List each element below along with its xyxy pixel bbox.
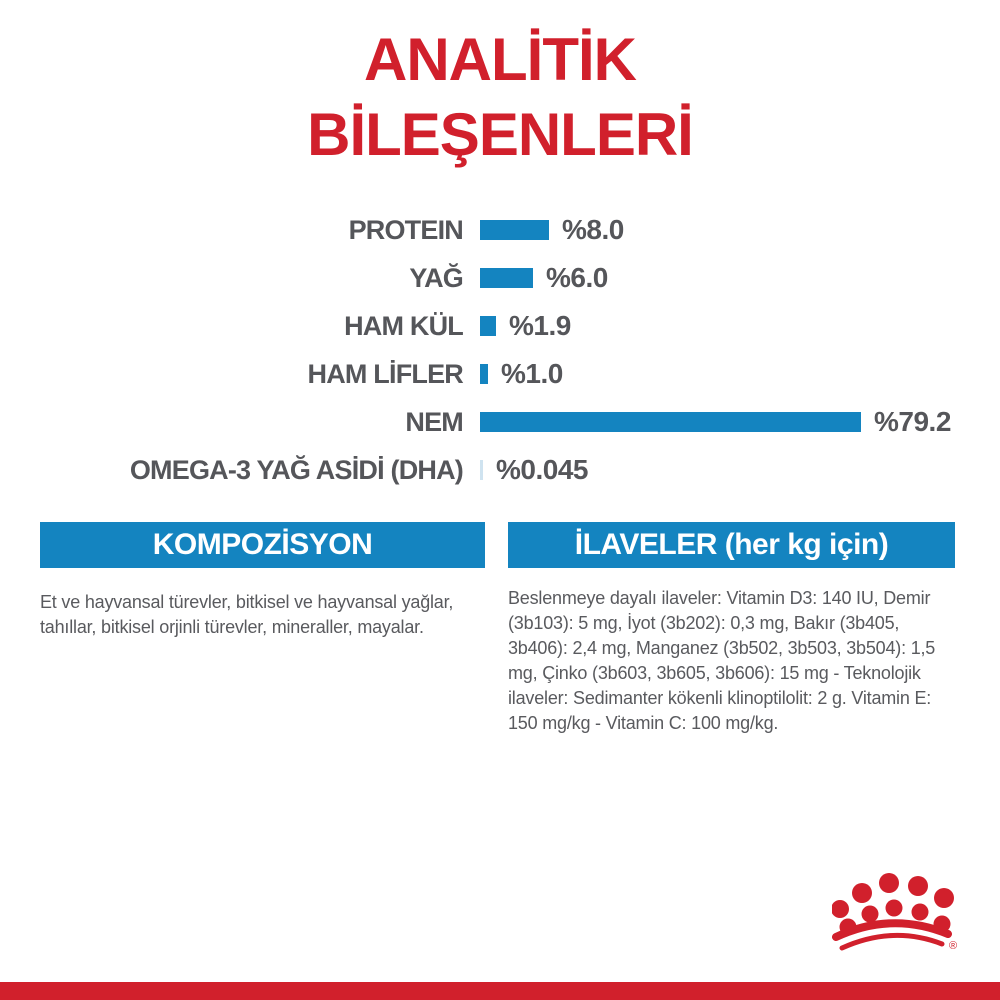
- bar: [480, 460, 483, 480]
- additives-body: Beslenmeye dayalı ilaveler: Vitamin D3: 140 IU, Demir (3b103): 5 mg, İyot (3b202): 0,3 mg, Bakır (3b405, 3b406): 2,4 mg, Manganez (3b502, 3b503, 3b504): 1,5 mg, Çinko (3b603, 3b605, 3b606): 15 mg - Teknolojik ilaveler: Sedimanter kökenli klinoptilolit: 2 g. Vitamin E: 150 mg/kg - Vitamin C: 100 mg/kg.: [508, 588, 936, 733]
- chart-row: [0, 446, 1000, 494]
- bar-label: NEM: [405, 406, 463, 437]
- page-title-line1: ANALİTİK: [364, 26, 636, 93]
- bar-value: %8.0: [562, 214, 624, 245]
- chart-row: [0, 302, 1000, 350]
- additives-header: İLAVELER (her kg için): [508, 522, 955, 568]
- page-title-line2: BİLEŞENLERİ: [307, 101, 693, 168]
- chart-row: [0, 350, 1000, 398]
- bar-label: YAĞ: [409, 262, 463, 293]
- bar-value: %0.045: [496, 454, 588, 485]
- bar-value: %6.0: [546, 262, 608, 293]
- analytical-chart: [0, 206, 1000, 494]
- bar: [480, 316, 496, 336]
- bar-label: OMEGA-3 YAĞ ASİDİ (DHA): [129, 454, 463, 485]
- bar: [480, 268, 533, 288]
- registered-mark: ®: [949, 940, 958, 952]
- bar: [480, 364, 488, 384]
- royal-canin-crown-icon: [832, 873, 987, 958]
- bar-label: HAM LİFLER: [307, 358, 463, 389]
- bar-value: %1.0: [501, 358, 563, 389]
- chart-row: [0, 254, 1000, 302]
- bar: [480, 412, 861, 432]
- page-title: [0, 22, 1000, 172]
- chart-row: [0, 206, 1000, 254]
- chart-row: [0, 398, 1000, 446]
- bar: [480, 220, 549, 240]
- composition-body: Et ve hayvansal türevler, bitkisel ve hayvansal yağlar, tahıllar, bitkisel orjinli türevler, mineraller, mayalar.: [40, 592, 454, 637]
- bar-value: %1.9: [509, 310, 571, 341]
- bottom-red-bar: [0, 982, 1000, 1000]
- bar-value: %79.2: [874, 406, 951, 437]
- bar-label: PROTEIN: [348, 214, 463, 245]
- bar-label: HAM KÜL: [344, 310, 463, 341]
- composition-header: KOMPOZİSYON: [40, 522, 485, 568]
